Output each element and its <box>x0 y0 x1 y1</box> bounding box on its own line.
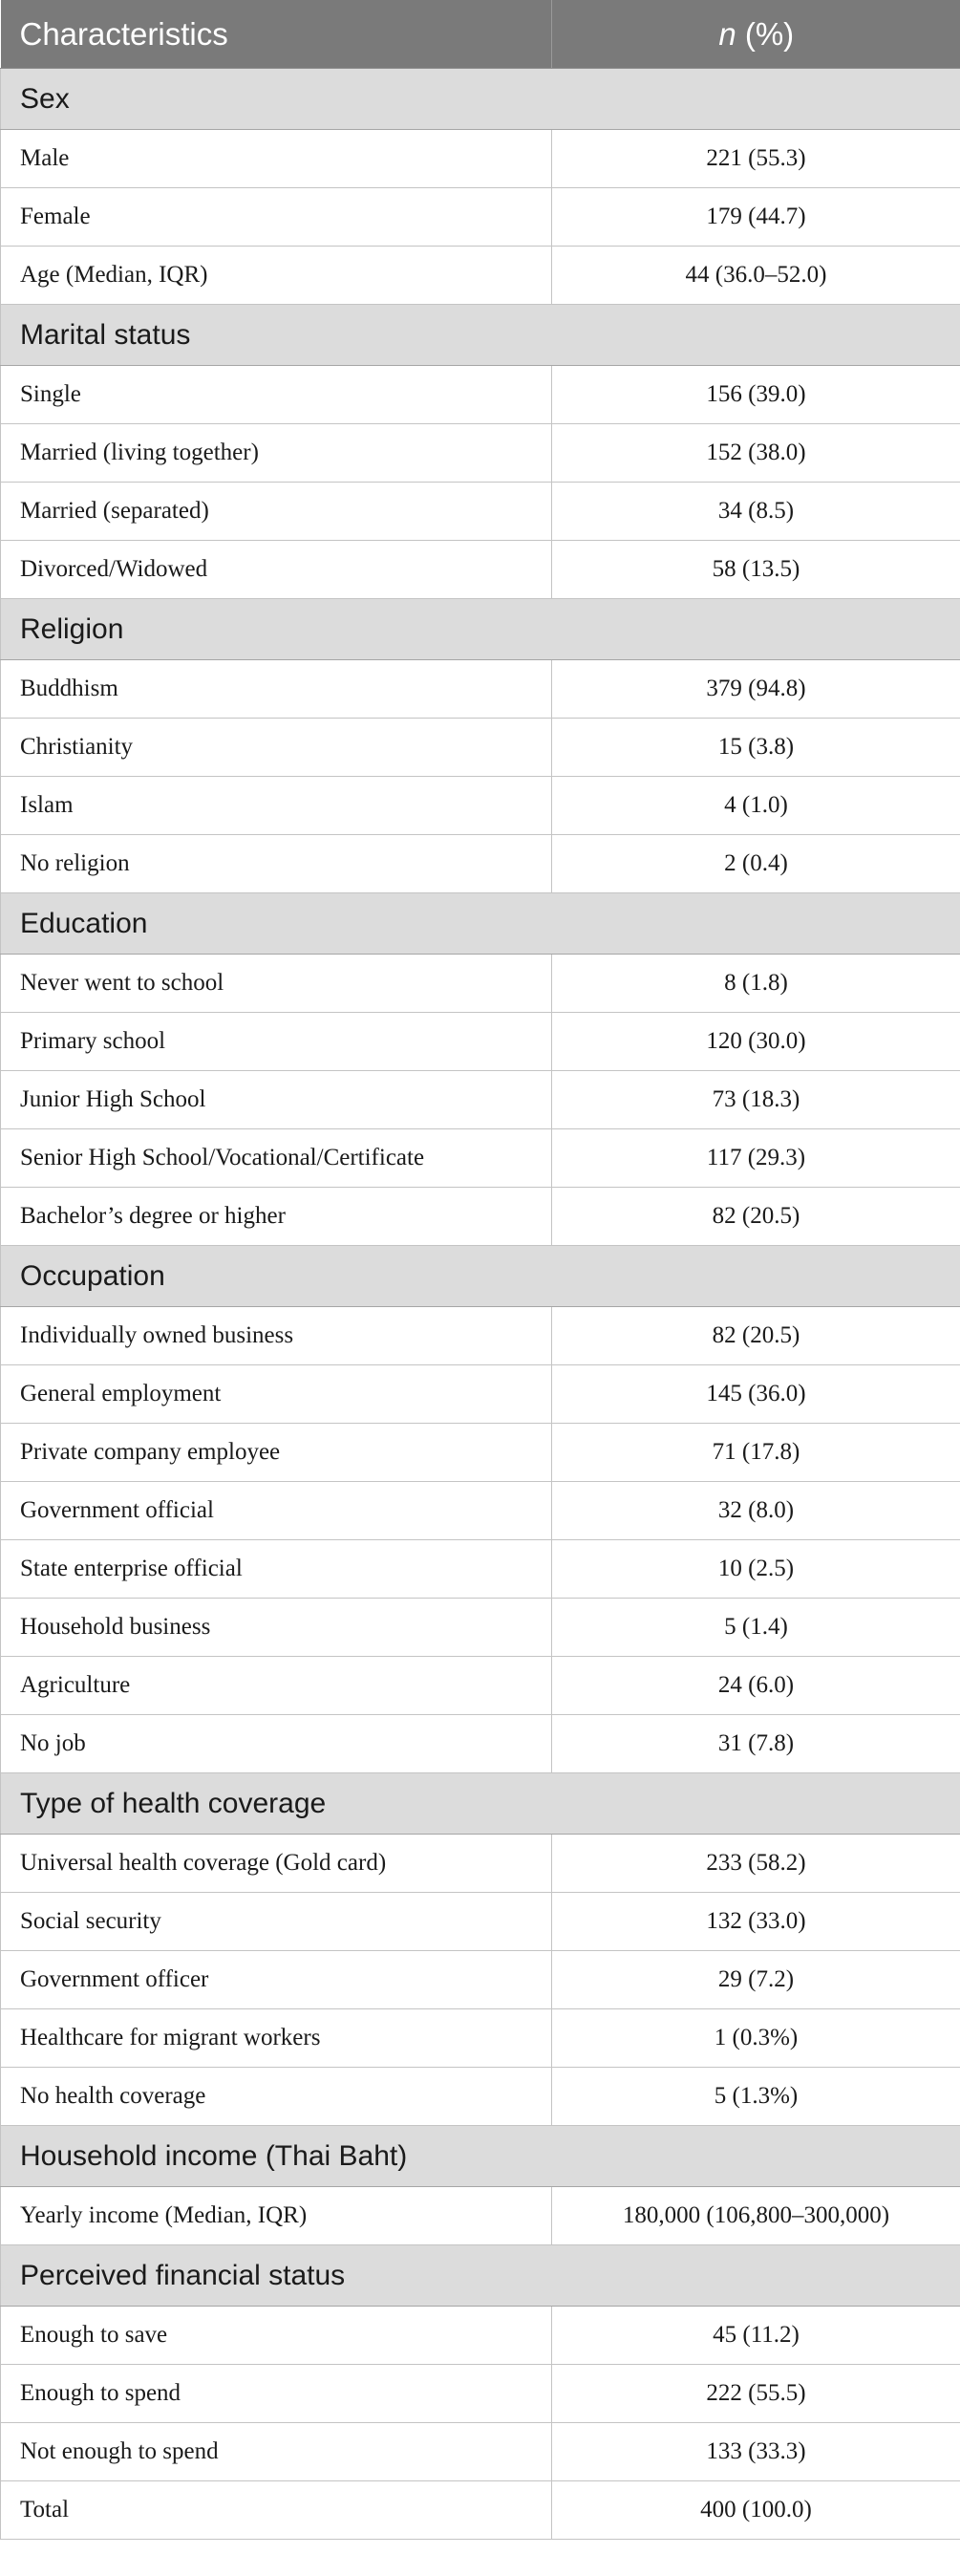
row-value: 221 (55.3) <box>552 130 960 188</box>
row-value: 5 (1.4) <box>552 1599 960 1657</box>
row-label: Government officer <box>1 1951 552 2009</box>
row-label: No job <box>1 1715 552 1773</box>
table-row <box>1 366 960 424</box>
row-value: 179 (44.7) <box>552 188 960 247</box>
section-title: Marital status <box>1 305 960 366</box>
table-row <box>1 1307 960 1365</box>
row-value: 400 (100.0) <box>552 2481 960 2540</box>
row-label: Enough to spend <box>1 2365 552 2423</box>
row-label: Buddhism <box>1 660 552 719</box>
table-row <box>1 1657 960 1715</box>
table-row <box>1 2009 960 2068</box>
table-row <box>1 1188 960 1246</box>
section-header <box>1 1246 960 1307</box>
table-row <box>1 188 960 247</box>
table-row <box>1 1482 960 1540</box>
section-header <box>1 599 960 660</box>
row-value: 145 (36.0) <box>552 1365 960 1424</box>
section-title: Household income (Thai Baht) <box>1 2126 960 2187</box>
row-label: Never went to school <box>1 955 552 1013</box>
row-label: Not enough to spend <box>1 2423 552 2481</box>
table-body <box>1 69 960 2540</box>
table-row <box>1 1424 960 1482</box>
row-value: 4 (1.0) <box>552 777 960 835</box>
row-label: Islam <box>1 777 552 835</box>
row-label: No health coverage <box>1 2068 552 2126</box>
row-value: 2 (0.4) <box>552 835 960 893</box>
row-value: 222 (55.5) <box>552 2365 960 2423</box>
row-label: Male <box>1 130 552 188</box>
row-value: 45 (11.2) <box>552 2307 960 2365</box>
row-value: 29 (7.2) <box>552 1951 960 2009</box>
header-percent: (%) <box>736 15 795 52</box>
table-row <box>1 2365 960 2423</box>
header-n-percent <box>552 0 960 69</box>
row-label: Individually owned business <box>1 1307 552 1365</box>
table-row <box>1 424 960 483</box>
section-header <box>1 69 960 130</box>
section-header <box>1 2126 960 2187</box>
section-title: Education <box>1 893 960 955</box>
section-header <box>1 893 960 955</box>
table-row <box>1 2481 960 2540</box>
section-title: Sex <box>1 69 960 130</box>
row-label: Female <box>1 188 552 247</box>
row-value: 73 (18.3) <box>552 1071 960 1129</box>
row-label: Age (Median, IQR) <box>1 247 552 305</box>
table-row <box>1 1835 960 1893</box>
table-row <box>1 1540 960 1599</box>
row-value: 24 (6.0) <box>552 1657 960 1715</box>
table-row <box>1 955 960 1013</box>
table-row <box>1 247 960 305</box>
row-label: Christianity <box>1 719 552 777</box>
row-label: Bachelor’s degree or higher <box>1 1188 552 1246</box>
row-value: 31 (7.8) <box>552 1715 960 1773</box>
row-value: 71 (17.8) <box>552 1424 960 1482</box>
table-row <box>1 130 960 188</box>
table-row <box>1 1715 960 1773</box>
row-value: 44 (36.0–52.0) <box>552 247 960 305</box>
row-label: Social security <box>1 1893 552 1951</box>
table-row <box>1 483 960 541</box>
row-label: Private company employee <box>1 1424 552 1482</box>
section-header <box>1 305 960 366</box>
table-row <box>1 719 960 777</box>
row-label: Primary school <box>1 1013 552 1071</box>
row-label: Junior High School <box>1 1071 552 1129</box>
table-row <box>1 1013 960 1071</box>
row-label: Universal health coverage (Gold card) <box>1 1835 552 1893</box>
row-label: No religion <box>1 835 552 893</box>
section-title: Religion <box>1 599 960 660</box>
table-header-row <box>1 0 960 69</box>
row-value: 120 (30.0) <box>552 1013 960 1071</box>
row-label: Household business <box>1 1599 552 1657</box>
row-value: 82 (20.5) <box>552 1188 960 1246</box>
row-value: 132 (33.0) <box>552 1893 960 1951</box>
table-row <box>1 2068 960 2126</box>
row-value: 82 (20.5) <box>552 1307 960 1365</box>
row-label: General employment <box>1 1365 552 1424</box>
section-title: Type of health coverage <box>1 1773 960 1835</box>
row-value: 180,000 (106,800–300,000) <box>552 2187 960 2245</box>
row-value: 34 (8.5) <box>552 483 960 541</box>
table-row <box>1 660 960 719</box>
row-value: 58 (13.5) <box>552 541 960 599</box>
table-row <box>1 1951 960 2009</box>
row-value: 8 (1.8) <box>552 955 960 1013</box>
row-label: Yearly income (Median, IQR) <box>1 2187 552 2245</box>
row-label: Enough to save <box>1 2307 552 2365</box>
row-value: 133 (33.3) <box>552 2423 960 2481</box>
table-row <box>1 541 960 599</box>
table-row <box>1 2423 960 2481</box>
table-row <box>1 1071 960 1129</box>
section-header <box>1 1773 960 1835</box>
row-label: Single <box>1 366 552 424</box>
table-row <box>1 1599 960 1657</box>
row-label: Married (living together) <box>1 424 552 483</box>
row-label: Agriculture <box>1 1657 552 1715</box>
row-value: 233 (58.2) <box>552 1835 960 1893</box>
row-value: 32 (8.0) <box>552 1482 960 1540</box>
row-value: 379 (94.8) <box>552 660 960 719</box>
table-row <box>1 2187 960 2245</box>
row-label: State enterprise official <box>1 1540 552 1599</box>
header-characteristics: Characteristics <box>1 0 552 69</box>
row-label: Senior High School/Vocational/Certificate <box>1 1129 552 1188</box>
row-value: 1 (0.3%) <box>552 2009 960 2068</box>
row-value: 10 (2.5) <box>552 1540 960 1599</box>
row-value: 5 (1.3%) <box>552 2068 960 2126</box>
section-header <box>1 2245 960 2307</box>
row-label: Healthcare for migrant workers <box>1 2009 552 2068</box>
table-row <box>1 2307 960 2365</box>
row-value: 152 (38.0) <box>552 424 960 483</box>
table-row <box>1 777 960 835</box>
table-row <box>1 1893 960 1951</box>
row-value: 15 (3.8) <box>552 719 960 777</box>
row-value: 156 (39.0) <box>552 366 960 424</box>
row-value: 117 (29.3) <box>552 1129 960 1188</box>
table-row <box>1 1365 960 1424</box>
row-label: Government official <box>1 1482 552 1540</box>
table-row <box>1 835 960 893</box>
row-label: Total <box>1 2481 552 2540</box>
section-title: Perceived financial status <box>1 2245 960 2307</box>
section-title: Occupation <box>1 1246 960 1307</box>
header-n: n <box>718 15 736 52</box>
row-label: Married (separated) <box>1 483 552 541</box>
table-row <box>1 1129 960 1188</box>
row-label: Divorced/Widowed <box>1 541 552 599</box>
